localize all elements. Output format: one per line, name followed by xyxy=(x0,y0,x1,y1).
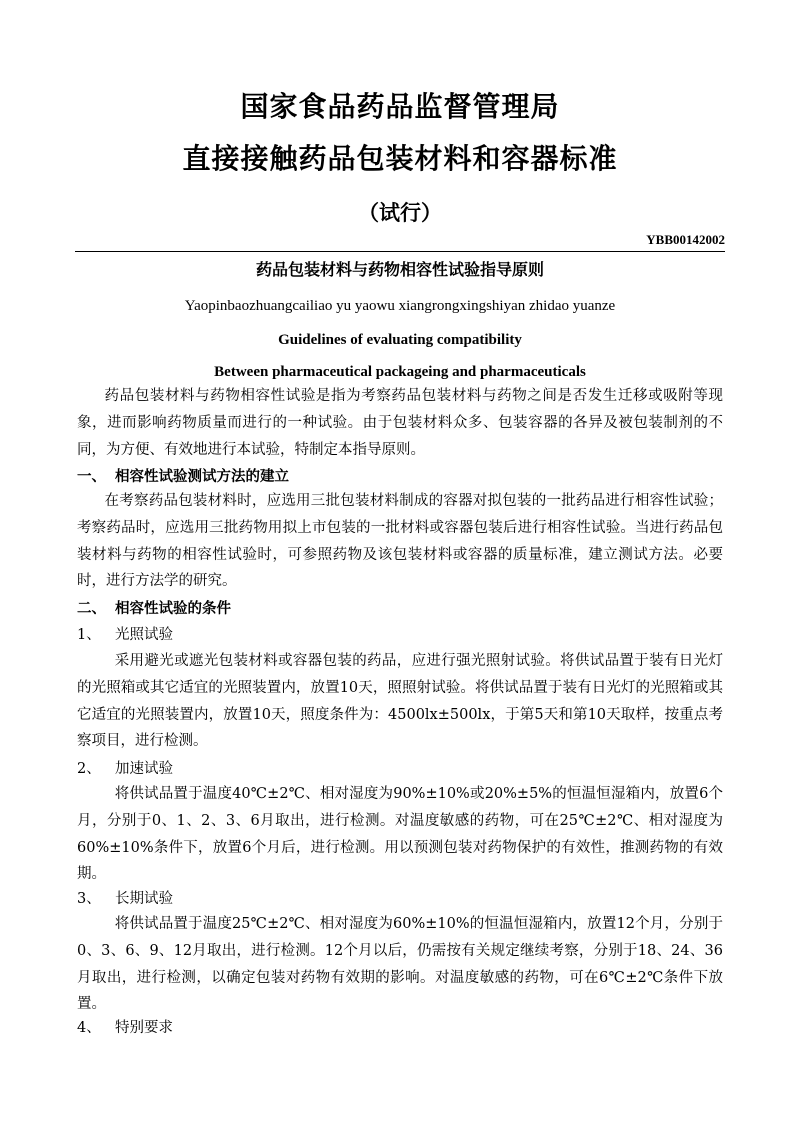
document-title-pinyin: Yaopinbaozhuangcailiao yu yaowu xiangrongxingshiyan zhidao yuanze xyxy=(184,298,616,314)
document-title-cn: 药品包装材料与药物相容性试验指导原则 xyxy=(255,260,544,279)
document-title-en-line2: Between pharmaceutical packageing and pharmaceuticals xyxy=(214,364,586,380)
item1-paragraph: 采用避光或遮光包装材料或容器包装的药品，应进行强光照射试验。将供试品置于装有日光灯的光照箱或其它适宜的光照装置内，放置10天，照照射试验。将供试品置于装有日光灯的光照箱或其它适宜的光照装置内，放置10天，照度条件为：4500lx±500lx，于第5天和第10天取样，按重点考察项目，进行检测。 xyxy=(77,653,723,750)
item1-title: 光照试验 xyxy=(115,627,173,643)
item2-title: 加速试验 xyxy=(115,761,173,777)
item2-heading xyxy=(77,758,723,780)
item4-heading xyxy=(77,1017,723,1039)
item3-number: 3、 xyxy=(77,891,101,907)
section1-title: 相容性试验测试方法的建立 xyxy=(115,469,289,485)
header-rule xyxy=(75,251,725,252)
standard-title: 直接接触药品包装材料和容器标准 xyxy=(182,142,618,175)
section1-paragraph: 在考察药品包装材料时，应选用三批包装材料制成的容器对拟包装的一批药品进行相容性试验；考察药品时，应选用三批药物用拟上市包装的一批材料或容器包装后进行相容性试验。当进行药品包装材料与药物的相容性试验时，可参照药物及该包装材料或容器的质量标准，建立测试方法。必要时，进行方法学的研究。 xyxy=(77,493,723,590)
section2-heading xyxy=(77,598,723,620)
item3-title: 长期试验 xyxy=(115,891,173,907)
section2-number: 二、 xyxy=(77,601,106,617)
standard-code: YBB00142002 xyxy=(646,232,725,247)
trial-label: （试行） xyxy=(358,201,442,225)
item1-heading xyxy=(77,624,723,646)
item3-heading xyxy=(77,888,723,910)
document-title-en-line1: Guidelines of evaluating compatibility xyxy=(278,332,522,348)
item4-title: 特别要求 xyxy=(115,1020,173,1036)
item4-number: 4、 xyxy=(77,1020,101,1036)
item3-paragraph: 将供试品置于温度25℃±2℃、相对湿度为60%±10%的恒温恒湿箱内，放置12个月，分别于0、3、6、9、12月取出，进行检测。12个月以后，仍需按有关规定继续考察，分别于18、24、36月取出，进行检测，以确定包装对药物有效期的影响。对温度敏感的药物，可在6℃±2℃条件下放置。 xyxy=(77,916,723,1013)
agency-title: 国家食品药品监督管理局 xyxy=(240,90,560,123)
section2-title: 相容性试验的条件 xyxy=(115,601,231,617)
section1-heading xyxy=(77,466,723,488)
item2-number: 2、 xyxy=(77,761,101,777)
item2-paragraph: 将供试品置于温度40℃±2℃、相对湿度为90%±10%或20%±5%的恒温恒湿箱内，放置6个月，分别于0、1、2、3、6月取出，进行检测。对温度敏感的药物，可在25℃±2℃、相对湿度为60%±10%条件下，放置6个月后，进行检测。用以预测包装对药物保护的有效性，推测药物的有效期。 xyxy=(77,786,723,883)
section1-number: 一、 xyxy=(77,469,106,485)
item1-number: 1、 xyxy=(77,627,101,643)
intro-paragraph: 药品包装材料与药物相容性试验是指为考察药品包装材料与药物之间是否发生迁移或吸附等现象，进而影响药物质量而进行的一种试验。由于包装材料众多、包装容器的各异及被包装制剂的不同，为方便、有效地进行本试验，特制定本指导原则。 xyxy=(77,388,723,458)
